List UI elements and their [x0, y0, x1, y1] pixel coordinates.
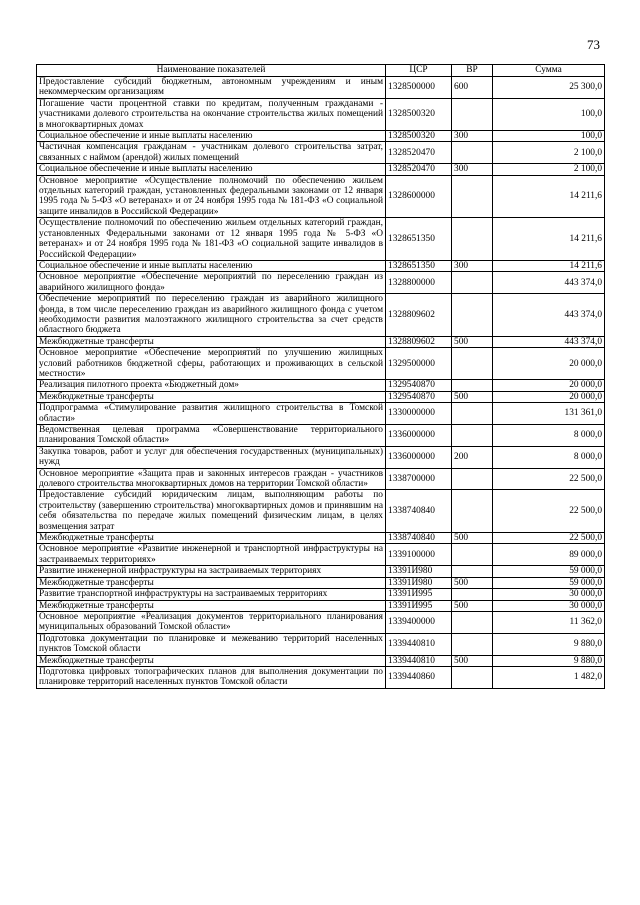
row-sum-cell: 9 880,0	[493, 655, 605, 666]
row-csr-cell: 1338700000	[386, 468, 452, 490]
row-csr-cell: 1328600000	[386, 175, 452, 218]
table-row	[37, 577, 605, 588]
row-sum-cell: 59 000,0	[493, 577, 605, 588]
row-vr-cell	[452, 403, 493, 425]
row-name-cell: Межбюджетные трансферты	[37, 655, 386, 666]
row-vr-cell	[452, 272, 493, 294]
table-row	[37, 391, 605, 402]
row-vr-cell	[452, 589, 493, 600]
row-sum-cell: 30 000,0	[493, 600, 605, 611]
row-sum-cell: 59 000,0	[493, 566, 605, 577]
row-csr-cell: 1339400000	[386, 611, 452, 633]
table-row	[37, 446, 605, 468]
table-row	[37, 403, 605, 425]
row-vr-cell	[452, 380, 493, 391]
row-sum-cell: 89 000,0	[493, 544, 605, 566]
row-vr-cell: 500	[452, 600, 493, 611]
row-vr-cell: 500	[452, 336, 493, 347]
table-row	[37, 611, 605, 633]
row-name-cell: Подготовка документации по планировке и межеванию территорий населенных пунктов Томской области	[37, 633, 386, 655]
row-csr-cell: 13391И995	[386, 600, 452, 611]
row-name-cell: Межбюджетные трансферты	[37, 577, 386, 588]
row-name-cell: Основное мероприятие «Обеспечение мероприятий по переселению граждан из аварийного жилищного фонда»	[37, 272, 386, 294]
row-name-cell: Межбюджетные трансферты	[37, 391, 386, 402]
row-sum-cell: 30 000,0	[493, 589, 605, 600]
row-vr-cell	[452, 218, 493, 261]
row-csr-cell: 1336000000	[386, 446, 452, 468]
row-name-cell: Межбюджетные трансферты	[37, 336, 386, 347]
row-csr-cell: 1339440810	[386, 655, 452, 666]
row-csr-cell: 1338740840	[386, 533, 452, 544]
table-row	[37, 600, 605, 611]
row-vr-cell	[452, 468, 493, 490]
table-row	[37, 490, 605, 533]
row-name-cell: Ведомственная целевая программа «Совершенствование территориального планирования Томской области»	[37, 425, 386, 447]
row-csr-cell: 1329500000	[386, 348, 452, 380]
row-vr-cell: 500	[452, 533, 493, 544]
row-vr-cell	[452, 544, 493, 566]
row-name-cell: Погашение части процентной ставки по кредитам, полученным гражданами - участниками долевого строительства на окончание строительства жилых помещений в многоквартирных домах	[37, 98, 386, 130]
row-vr-cell: 500	[452, 391, 493, 402]
row-csr-cell: 1330000000	[386, 403, 452, 425]
row-vr-cell: 300	[452, 131, 493, 142]
row-sum-cell: 131 361,0	[493, 403, 605, 425]
row-csr-cell: 1328520470	[386, 164, 452, 175]
row-csr-cell: 1329540870	[386, 391, 452, 402]
row-name-cell: Реализация пилотного проекта «Бюджетный дом»	[37, 380, 386, 391]
row-vr-cell	[452, 566, 493, 577]
table-row	[37, 425, 605, 447]
row-csr-cell: 1328500320	[386, 131, 452, 142]
row-vr-cell: 300	[452, 164, 493, 175]
row-sum-cell: 14 211,6	[493, 218, 605, 261]
row-csr-cell: 1338740840	[386, 490, 452, 533]
row-sum-cell: 14 211,6	[493, 175, 605, 218]
header-name: Наименование показателей	[37, 65, 386, 77]
row-sum-cell: 2 100,0	[493, 142, 605, 164]
row-name-cell: Социальное обеспечение и иные выплаты населению	[37, 164, 386, 175]
row-name-cell: Социальное обеспечение и иные выплаты населению	[37, 260, 386, 271]
table-row	[37, 468, 605, 490]
table-row	[37, 589, 605, 600]
row-csr-cell: 1328651350	[386, 218, 452, 261]
row-name-cell: Предоставление субсидий бюджетным, автономным учреждениям и иным некоммерческим организациям	[37, 77, 386, 99]
row-name-cell: Обеспечение мероприятий по переселению граждан из аварийного жилищного фонда, в том числе переселению граждан из аварийного жилищного фонда с учетом необходимости развития малоэтажного жилищного строительства за счет средств областного бюджета	[37, 294, 386, 337]
row-sum-cell: 8 000,0	[493, 425, 605, 447]
row-csr-cell: 1328809602	[386, 294, 452, 337]
row-vr-cell: 500	[452, 577, 493, 588]
row-vr-cell	[452, 666, 493, 688]
row-name-cell: Развитие транспортной инфраструктуры на застраиваемых территориях	[37, 589, 386, 600]
table-row	[37, 533, 605, 544]
row-vr-cell	[452, 611, 493, 633]
table-row	[37, 380, 605, 391]
row-sum-cell: 22 500,0	[493, 490, 605, 533]
row-name-cell: Межбюджетные трансферты	[37, 600, 386, 611]
row-vr-cell: 600	[452, 77, 493, 99]
table-row	[37, 272, 605, 294]
table-row	[37, 566, 605, 577]
row-csr-cell: 1328800000	[386, 272, 452, 294]
header-vr: ВР	[452, 65, 493, 77]
table-row	[37, 294, 605, 337]
row-name-cell: Основное мероприятие «Развитие инженерной и транспортной инфраструктуры на застраиваемых территориях»	[37, 544, 386, 566]
row-name-cell: Подготовка цифровых топографических планов для выполнения документации по планировке территорий населенных пунктов Томской области	[37, 666, 386, 688]
row-name-cell: Межбюджетные трансферты	[37, 533, 386, 544]
table-body	[37, 77, 605, 689]
row-name-cell: Основное мероприятие «Осуществление полномочий по обеспечению жильем отдельных категорий граждан, установленных федеральными законами от 12 января 1995 года № 5-ФЗ «О ветеранах» и от 24 ноября 1995 года № 181-ФЗ «О социальной защите инвалидов в Российской Федерации»	[37, 175, 386, 218]
header-csr: ЦСР	[386, 65, 452, 77]
header-sum: Сумма	[493, 65, 605, 77]
table-row	[37, 98, 605, 130]
row-csr-cell: 1329540870	[386, 380, 452, 391]
row-name-cell: Предоставление субсидий юридическим лицам, выполняющим работы по строительству (завершению строительства) многоквартирных домов и принявшим на себя обязательства по передаче жилых помещений физическим лицам, в целях возмещения затрат	[37, 490, 386, 533]
row-sum-cell: 2 100,0	[493, 164, 605, 175]
table-row	[37, 175, 605, 218]
row-sum-cell: 9 880,0	[493, 633, 605, 655]
row-sum-cell: 443 374,0	[493, 336, 605, 347]
row-name-cell: Социальное обеспечение и иные выплаты населению	[37, 131, 386, 142]
row-vr-cell	[452, 98, 493, 130]
row-vr-cell: 500	[452, 655, 493, 666]
row-sum-cell: 11 362,0	[493, 611, 605, 633]
row-sum-cell: 8 000,0	[493, 446, 605, 468]
row-vr-cell	[452, 633, 493, 655]
row-sum-cell: 20 000,0	[493, 348, 605, 380]
row-csr-cell: 1339100000	[386, 544, 452, 566]
table-row	[37, 655, 605, 666]
table-row	[37, 131, 605, 142]
row-sum-cell: 20 000,0	[493, 380, 605, 391]
row-sum-cell: 1 482,0	[493, 666, 605, 688]
row-csr-cell: 1336000000	[386, 425, 452, 447]
row-sum-cell: 443 374,0	[493, 272, 605, 294]
row-name-cell: Основное мероприятие «Защита прав и законных интересов граждан - участников долевого строительства многоквартирных домов на территории Томской области»	[37, 468, 386, 490]
row-name-cell: Основное мероприятие «Реализация документов территориального планирования муниципальных образований Томской области»	[37, 611, 386, 633]
row-name-cell: Частичная компенсация гражданам - участникам долевого строительства затрат, связанных с наймом (арендой) жилых помещений	[37, 142, 386, 164]
table-row	[37, 142, 605, 164]
row-sum-cell: 100,0	[493, 98, 605, 130]
row-sum-cell: 14 211,6	[493, 260, 605, 271]
row-sum-cell: 443 374,0	[493, 294, 605, 337]
page-number: 73	[587, 37, 600, 52]
row-csr-cell: 1328520470	[386, 142, 452, 164]
row-csr-cell: 1328809602	[386, 336, 452, 347]
table-row	[37, 544, 605, 566]
row-csr-cell: 1328500320	[386, 98, 452, 130]
table-row	[37, 77, 605, 99]
row-name-cell: Осуществление полномочий по обеспечению жильем отдельных категорий граждан, установленных Федеральными законами от 12 января 1995 года № 5-ФЗ «О ветеранах» и от 24 ноября 1995 года № 181-ФЗ «О социальной защите инвалидов в Российской Федерации»	[37, 218, 386, 261]
row-name-cell: Подпрограмма «Стимулирование развития жилищного строительства в Томской области»	[37, 403, 386, 425]
row-csr-cell: 13391И980	[386, 577, 452, 588]
row-sum-cell: 22 500,0	[493, 533, 605, 544]
table-row	[37, 348, 605, 380]
row-name-cell: Развитие инженерной инфраструктуры на застраиваемых территориях	[37, 566, 386, 577]
table-header-row	[37, 65, 605, 77]
row-vr-cell: 300	[452, 260, 493, 271]
table-row	[37, 666, 605, 688]
row-vr-cell	[452, 142, 493, 164]
row-vr-cell	[452, 490, 493, 533]
row-sum-cell: 20 000,0	[493, 391, 605, 402]
table-row	[37, 218, 605, 261]
table-row	[37, 260, 605, 271]
row-csr-cell: 13391И995	[386, 589, 452, 600]
row-sum-cell: 22 500,0	[493, 468, 605, 490]
row-sum-cell: 25 300,0	[493, 77, 605, 99]
table-row	[37, 164, 605, 175]
row-vr-cell	[452, 425, 493, 447]
row-name-cell: Закупка товаров, работ и услуг для обеспечения государственных (муниципальных) нужд	[37, 446, 386, 468]
row-csr-cell: 13391И980	[386, 566, 452, 577]
row-vr-cell	[452, 175, 493, 218]
budget-table	[36, 64, 605, 689]
row-csr-cell: 1328500000	[386, 77, 452, 99]
table-row	[37, 336, 605, 347]
row-vr-cell: 200	[452, 446, 493, 468]
row-name-cell: Основное мероприятие «Обеспечение мероприятий по улучшению жилищных условий работников бюджетной сферы, работающих и проживающих в сельской местности»	[37, 348, 386, 380]
row-csr-cell: 1339440810	[386, 633, 452, 655]
row-csr-cell: 1339440860	[386, 666, 452, 688]
table-row	[37, 633, 605, 655]
row-sum-cell: 100,0	[493, 131, 605, 142]
row-vr-cell	[452, 294, 493, 337]
row-csr-cell: 1328651350	[386, 260, 452, 271]
row-vr-cell	[452, 348, 493, 380]
